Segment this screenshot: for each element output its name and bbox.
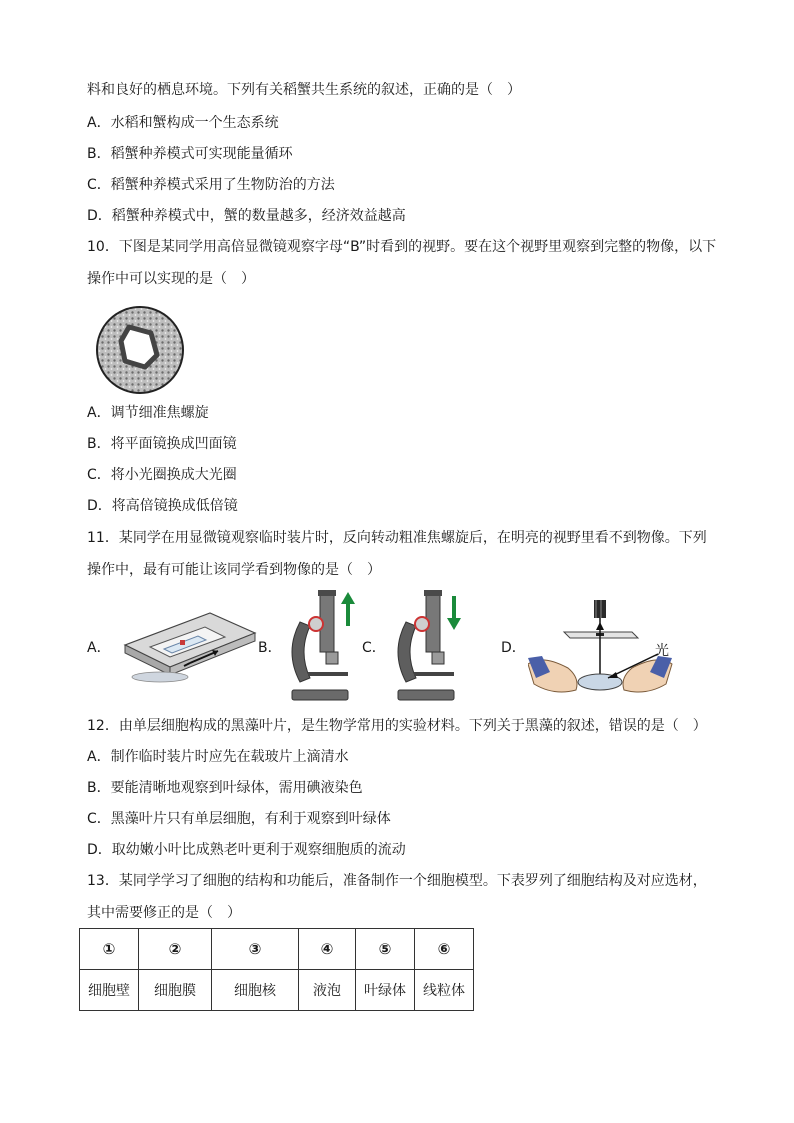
- microscope-tube-up-image: [286, 590, 358, 702]
- table-cell: 线粒体: [415, 970, 474, 1011]
- cell-structure-table: [79, 928, 474, 1011]
- q9-stem-continued: 料和良好的栖息环境。下列有关稻蟹共生系统的叙述，正确的是（ ）: [87, 82, 521, 98]
- q11-option-d-label: D．: [501, 640, 526, 656]
- q9-option-d: D．稻蟹种养模式中，蟹的数量越多，经济效益越高: [87, 208, 406, 224]
- table-header-cell: ⑤: [356, 929, 415, 970]
- q11-option-b-label: B．: [258, 640, 282, 656]
- light-label: 光: [655, 643, 669, 659]
- q11-option-a-label: A．: [87, 640, 111, 656]
- q12-option-b: B．要能清晰地观察到叶绿体，需用碘液染色: [87, 780, 363, 796]
- q9-option-b: B．稻蟹种养模式可实现能量循环: [87, 146, 293, 162]
- table-header-cell: ①: [80, 929, 139, 970]
- q10-option-a: A．调节细准焦螺旋: [87, 405, 209, 421]
- table-cell: 细胞壁: [80, 970, 139, 1011]
- q10-option-b: B．将平面镜换成凹面镜: [87, 436, 237, 452]
- table-header-cell: ⑥: [415, 929, 474, 970]
- q11-stem-line1: 11．某同学在用显微镜观察临时装片时，反向转动粗准焦螺旋后，在明亮的视野里看不到物像。下列: [87, 530, 707, 546]
- q10-option-d: D．将高倍镜换成低倍镜: [87, 498, 238, 514]
- q11-stem-line2: 操作中，最有可能让该同学看到物像的是（ ）: [87, 562, 381, 578]
- q12-stem: 12．由单层细胞构成的黑藻叶片，是生物学常用的实验材料。下列关于黑藻的叙述，错误的是（ ）: [87, 718, 707, 734]
- q12-option-a: A．制作临时装片时应先在载玻片上滴清水: [87, 749, 349, 765]
- q10-stem-line2: 操作中可以实现的是（ ）: [87, 271, 255, 287]
- q10-stem-line1: 10．下图是某同学用高倍显微镜观察字母“B”时看到的视野。要在这个视野里观察到完整的物像，以下: [87, 239, 717, 255]
- q12-option-c: C．黑藻叶片只有单层细胞，有利于观察到叶绿体: [87, 811, 391, 827]
- q13-stem-line1: 13．某同学学习了细胞的结构和功能后，准备制作一个细胞模型。下表罗列了细胞结构及对应选材，: [87, 873, 707, 889]
- table-cell: 叶绿体: [356, 970, 415, 1011]
- q13-stem-line2: 其中需要修正的是（ ）: [87, 905, 241, 921]
- table-header-cell: ②: [139, 929, 212, 970]
- q9-option-a: A．水稻和蟹构成一个生态系统: [87, 115, 279, 131]
- stage-slide-image: [120, 605, 260, 685]
- q11-option-c-label: C．: [362, 640, 386, 656]
- table-cell: 细胞膜: [139, 970, 212, 1011]
- table-cell: 细胞核: [212, 970, 299, 1011]
- q12-option-d: D．取幼嫩小叶比成熟老叶更利于观察细胞质的流动: [87, 842, 406, 858]
- table-cell: 液泡: [299, 970, 356, 1011]
- microscope-field-image: [95, 305, 185, 395]
- table-header-cell: ④: [299, 929, 356, 970]
- table-row: [80, 970, 474, 1011]
- table-header-cell: ③: [212, 929, 299, 970]
- q10-option-c: C．将小光圈换成大光圈: [87, 467, 237, 483]
- microscope-tube-down-image: [392, 590, 464, 702]
- table-header-row: [80, 929, 474, 970]
- q9-option-c: C．稻蟹种养模式采用了生物防治的方法: [87, 177, 335, 193]
